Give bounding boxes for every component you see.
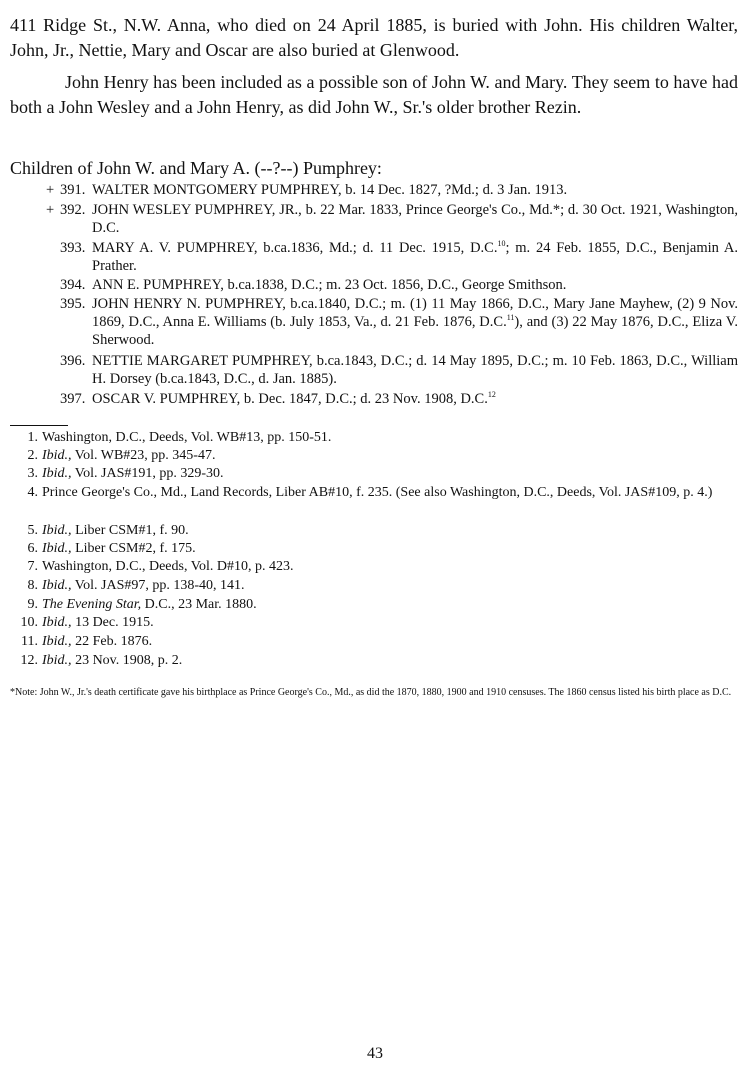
child-entry-392 [46, 201, 738, 237]
child-text: JOHN WESLEY PUMPHREY, JR., b. 22 Mar. 1833, Prince George's Co., Md.*; d. 30 Oct. 1921, Washington, D.C. [92, 202, 738, 236]
child-entry-393 [60, 239, 738, 275]
paragraph-burial: 411 Ridge St., N.W. Anna, who died on 24 April 1885, is buried with John. His children Walter, John, Jr., Nettie, Mary and Oscar are also buried at Glenwood. [10, 15, 738, 60]
birthplace-note: *Note: John W., Jr.'s death certificate gave his birthplace as Prince George's Co., Md., as did the 1870, 1880, 1900 and 1910 censuses. The 1860 census listed his birth place as D.C. [10, 687, 732, 698]
children-heading: Children of John W. and Mary A. (--?--) Pumphrey: [10, 158, 382, 178]
footnote-ref: 12 [487, 390, 496, 399]
child-number: 394. [60, 277, 86, 293]
child-text: NETTIE MARGARET PUMPHREY, b.ca.1843, D.C.; d. 14 May 1895, D.C.; m. 10 Feb. 1863, D.C., William H. Dorsey (b.ca.1843, D.C., d. Jan. 1885). [92, 353, 738, 387]
paragraph-john-henry: John Henry has been included as a possible son of John W. and Mary. They seem to have had both a John Wesley and a John Henry, as did John W., Sr.'s older brother Rezin. [10, 72, 738, 117]
child-text: OSCAR V. PUMPHREY, b. Dec. 1847, D.C.; d. 23 Nov. 1908, D.C.$^{12}$ [92, 390, 496, 407]
child-number: 393. [60, 240, 86, 256]
child-entry-391 [46, 181, 738, 199]
child-number: 397. [60, 391, 86, 407]
footnote-ref: 10 [497, 239, 506, 248]
child-number: 395. [60, 296, 86, 312]
child-entry-397 [60, 390, 738, 408]
child-text: ANN E. PUMPHREY, b.ca.1838, D.C.; m. 23 Oct. 1856, D.C., George Smithson. [92, 277, 567, 293]
child-text: JOHN HENRY N. PUMPHREY, b.ca.1840, D.C.; m. (1) 11 May 1866, D.C., Mary Jane Mayhew, (2) 9 Nov. 1869, D.C., Anna E. Williams (b. July 1853, Va., d. 21 Feb. 1876, D.C.$^{11}$), and (3) 22 May 1876, D.C., Eliza V. Sherwood. [92, 296, 738, 348]
child-number: 391. [60, 182, 86, 198]
child-entry-395 [60, 295, 738, 349]
child-number: 396. [60, 353, 86, 369]
child-text: MARY A. V. PUMPHREY, b.ca.1836, Md.; d. 11 Dec. 1915, D.C.$^{10}$; m. 24 Feb. 1855, D.C., Benjamin A. Prather. [92, 239, 738, 274]
child-entry-394 [60, 276, 738, 294]
child-text: WALTER MONTGOMERY PUMPHREY, b. 14 Dec. 1827, ?Md.; d. 3 Jan. 1913. [92, 182, 568, 198]
descendant-marker: + [46, 182, 55, 198]
child-number: 392. [60, 202, 86, 218]
footnote-divider [10, 425, 68, 426]
descendant-marker: + [46, 202, 55, 218]
page-number: 43 [367, 1045, 383, 1062]
child-entry-396 [60, 352, 738, 388]
footnote-ref: 11 [506, 313, 515, 322]
